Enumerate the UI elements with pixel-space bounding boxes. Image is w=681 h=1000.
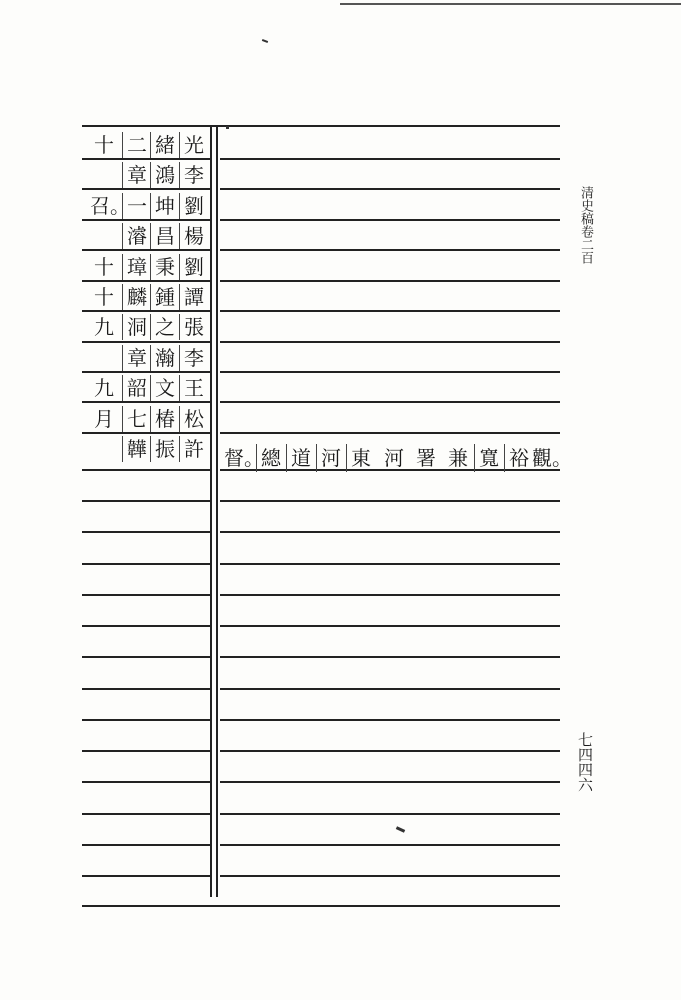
table-cell: 十	[94, 285, 114, 309]
table-cell: 楊	[179, 223, 208, 249]
table-top-rule	[82, 125, 560, 127]
row-note	[224, 444, 572, 472]
table-cell: 十	[94, 133, 114, 157]
column-divider-right	[216, 125, 218, 897]
ink-speck	[226, 126, 229, 129]
table-cell: 濬	[122, 223, 151, 249]
table-cell: 椿	[150, 406, 179, 432]
table-cell: 鍾	[150, 284, 179, 310]
table-row	[86, 221, 211, 252]
right-row-rule	[220, 688, 560, 690]
left-row-rule	[82, 656, 210, 658]
table-cell: 洞	[122, 314, 151, 340]
table-cell: 二	[122, 132, 151, 158]
left-row-rule	[82, 594, 210, 596]
top-border-line	[340, 3, 681, 5]
page-number: 七四四六	[576, 732, 594, 792]
left-row-rule	[82, 563, 210, 565]
right-row-rule	[220, 280, 560, 282]
table-cell: 緒	[150, 132, 179, 158]
table-cell: 章	[122, 162, 151, 188]
table-row	[86, 404, 211, 435]
right-row-rule	[220, 341, 560, 343]
table-cell	[90, 223, 118, 249]
table-cell: 九	[94, 315, 114, 340]
right-row-rule	[220, 531, 560, 533]
table-row	[86, 434, 211, 465]
table-cell: 光	[179, 132, 208, 158]
table-row	[86, 282, 211, 313]
left-row-rule	[82, 875, 210, 877]
right-row-rule	[220, 432, 560, 434]
right-row-rule	[220, 625, 560, 627]
table-cell: 麟	[122, 284, 151, 310]
table-cell: 之	[150, 314, 179, 340]
table-cell: 七	[122, 406, 151, 432]
right-row-rule	[220, 719, 560, 721]
table-cell: 譚	[179, 284, 208, 310]
right-row-rule	[220, 401, 560, 403]
table-cell: 昌	[150, 223, 179, 249]
table-cell: 李	[179, 162, 208, 188]
note-char: 寬	[474, 444, 503, 472]
left-row-rule	[82, 531, 210, 533]
left-row-rule	[82, 844, 210, 846]
note-char: 總	[256, 444, 285, 472]
note-char: 觀。	[532, 446, 572, 470]
right-row-rule	[220, 500, 560, 502]
right-row-rule	[220, 371, 560, 373]
table-cell: 松	[179, 406, 208, 432]
right-row-rule	[220, 656, 560, 658]
table-cell: 鴻	[150, 162, 179, 188]
left-row-rule	[82, 719, 210, 721]
right-row-rule	[220, 188, 560, 190]
note-char: 裕	[504, 444, 533, 472]
note-char: 督。	[224, 446, 264, 470]
right-row-rule	[220, 249, 560, 251]
note-char: 東	[346, 444, 375, 472]
table-cell	[90, 162, 118, 188]
side-title: 清史稿卷二百	[578, 186, 593, 264]
table-cell: 劉	[179, 193, 208, 219]
table-row	[86, 343, 211, 374]
note-char: 兼	[448, 446, 468, 470]
left-row-rule	[82, 500, 210, 502]
right-row-rule	[220, 750, 560, 752]
right-row-rule	[220, 813, 560, 815]
table-cell: 劉	[179, 254, 208, 280]
ink-speck	[396, 826, 405, 833]
right-row-rule	[220, 563, 560, 565]
note-char: 河	[384, 446, 404, 470]
table-cell: 韶	[122, 375, 151, 401]
table-cell: 十	[94, 254, 114, 279]
table-row	[86, 130, 211, 161]
table-row	[86, 373, 211, 404]
ink-speck	[262, 39, 268, 43]
left-row-rule	[82, 469, 210, 471]
table-row	[86, 252, 211, 283]
right-row-rule	[220, 844, 560, 846]
table-cell: 振	[150, 436, 179, 462]
left-row-rule	[82, 813, 210, 815]
left-row-rule	[82, 781, 210, 783]
right-row-rule	[220, 875, 560, 877]
table-cell: 李	[179, 345, 208, 371]
right-row-rule	[220, 219, 560, 221]
right-row-rule	[220, 310, 560, 312]
left-row-rule	[82, 688, 210, 690]
table-cell: 召。	[90, 193, 130, 218]
table-cell	[90, 345, 118, 371]
note-char: 署	[416, 446, 436, 470]
table-cell: 許	[179, 436, 208, 462]
left-row-rule	[82, 625, 210, 627]
table-row	[86, 312, 211, 343]
table-cell: 王	[179, 375, 208, 401]
table-bottom-rule	[82, 905, 560, 907]
table-row	[86, 191, 211, 222]
left-row-rule	[82, 750, 210, 752]
table-row	[86, 160, 211, 191]
table-cell: 璋	[122, 254, 151, 280]
table-cell: 坤	[150, 193, 179, 219]
right-row-rule	[220, 158, 560, 160]
right-row-rule	[220, 594, 560, 596]
note-char: 河	[316, 444, 345, 472]
table-cell: 韡	[122, 436, 151, 462]
right-row-rule	[220, 781, 560, 783]
table-cell: 章	[122, 345, 151, 371]
table-cell	[90, 436, 118, 462]
table-cell: 文	[150, 375, 179, 401]
table-cell: 九	[94, 376, 114, 401]
table-cell: 張	[179, 314, 208, 340]
table-cell: 一	[122, 193, 151, 219]
note-char: 道	[286, 444, 315, 472]
table-cell: 瀚	[150, 345, 179, 371]
table-cell: 秉	[150, 254, 179, 280]
table-cell: 月	[94, 406, 114, 431]
